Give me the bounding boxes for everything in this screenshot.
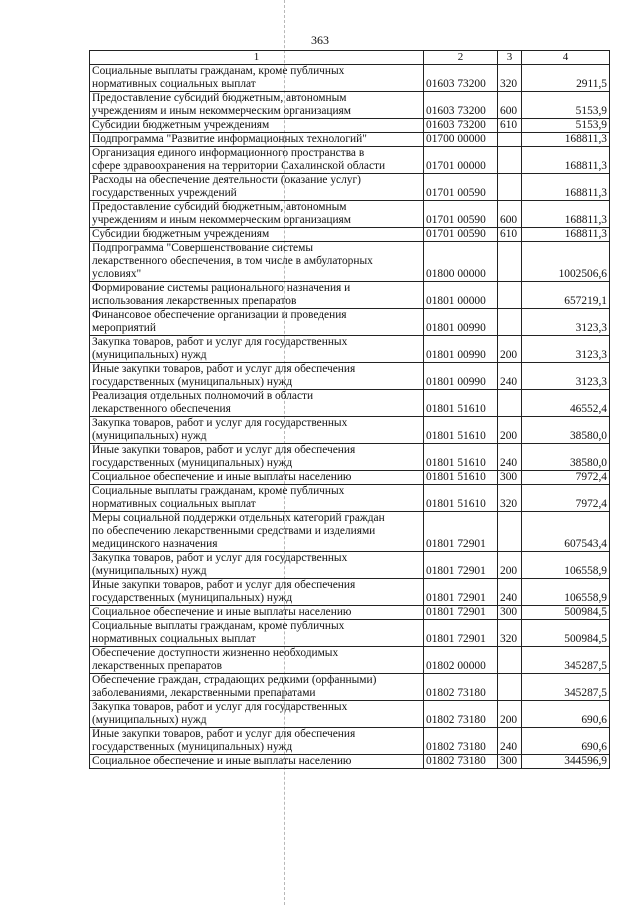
row-amount-cell: 345287,5	[522, 674, 610, 701]
row-amount-cell: 3123,3	[522, 336, 610, 363]
row-code-cell: 01801 51610	[424, 485, 498, 512]
row-amount-cell: 1002506,6	[522, 242, 610, 282]
row-expense-type-cell: 610	[498, 119, 522, 133]
row-name-cell: Социальные выплаты гражданам, кроме публичных нормативных социальных выплат	[90, 65, 424, 92]
row-expense-type-cell: 600	[498, 92, 522, 119]
row-expense-type-cell	[498, 133, 522, 147]
column-header-name: 1	[90, 51, 424, 65]
table-row	[90, 390, 610, 417]
row-amount-cell: 5153,9	[522, 92, 610, 119]
row-amount-cell: 690,6	[522, 728, 610, 755]
row-expense-type-cell: 200	[498, 701, 522, 728]
row-expense-type-cell: 240	[498, 363, 522, 390]
row-code-cell: 01801 72901	[424, 579, 498, 606]
table-row	[90, 363, 610, 390]
row-amount-cell: 345287,5	[522, 647, 610, 674]
row-expense-type-cell: 240	[498, 444, 522, 471]
table-row	[90, 242, 610, 282]
row-code-cell: 01801 00990	[424, 336, 498, 363]
row-expense-type-cell: 320	[498, 65, 522, 92]
row-code-cell: 01801 72901	[424, 552, 498, 579]
row-amount-cell: 38580,0	[522, 417, 610, 444]
column-header-amount: 4	[522, 51, 610, 65]
table-row	[90, 579, 610, 606]
row-amount-cell: 690,6	[522, 701, 610, 728]
row-name-cell: Иные закупки товаров, работ и услуг для обеспечения государственных (муниципальных) нужд	[90, 363, 424, 390]
row-expense-type-cell: 300	[498, 606, 522, 620]
row-name-cell: Социальные выплаты гражданам, кроме публичных нормативных социальных выплат	[90, 620, 424, 647]
table-row	[90, 674, 610, 701]
table-row	[90, 228, 610, 242]
table-row	[90, 65, 610, 92]
row-expense-type-cell: 320	[498, 485, 522, 512]
row-name-cell: Социальное обеспечение и иные выплаты населению	[90, 755, 424, 769]
row-amount-cell: 500984,5	[522, 606, 610, 620]
row-expense-type-cell	[498, 282, 522, 309]
row-amount-cell: 2911,5	[522, 65, 610, 92]
row-name-cell: Социальное обеспечение и иные выплаты населению	[90, 606, 424, 620]
row-code-cell: 01801 51610	[424, 390, 498, 417]
table-row	[90, 755, 610, 769]
row-code-cell: 01802 73180	[424, 701, 498, 728]
row-expense-type-cell: 240	[498, 728, 522, 755]
row-code-cell: 01801 72901	[424, 606, 498, 620]
row-amount-cell: 168811,3	[522, 228, 610, 242]
row-amount-cell: 168811,3	[522, 174, 610, 201]
row-expense-type-cell: 600	[498, 201, 522, 228]
table-row	[90, 647, 610, 674]
row-expense-type-cell: 200	[498, 336, 522, 363]
table-row	[90, 92, 610, 119]
row-code-cell: 01801 51610	[424, 444, 498, 471]
row-amount-cell: 3123,3	[522, 363, 610, 390]
row-amount-cell: 38580,0	[522, 444, 610, 471]
row-expense-type-cell: 200	[498, 552, 522, 579]
table-row	[90, 620, 610, 647]
row-expense-type-cell: 300	[498, 471, 522, 485]
table-row	[90, 309, 610, 336]
table-row	[90, 147, 610, 174]
row-code-cell: 01603 73200	[424, 92, 498, 119]
row-name-cell: Расходы на обеспечение деятельности (оказание услуг) государственных учреждений	[90, 174, 424, 201]
row-code-cell: 01701 00590	[424, 174, 498, 201]
row-code-cell: 01801 72901	[424, 620, 498, 647]
table-row	[90, 471, 610, 485]
row-code-cell: 01701 00000	[424, 147, 498, 174]
row-expense-type-cell: 320	[498, 620, 522, 647]
row-expense-type-cell: 200	[498, 417, 522, 444]
row-expense-type-cell: 240	[498, 579, 522, 606]
table-row	[90, 282, 610, 309]
row-code-cell: 01801 72901	[424, 512, 498, 552]
row-code-cell: 01701 00590	[424, 201, 498, 228]
row-amount-cell: 106558,9	[522, 579, 610, 606]
page-number: 363	[311, 33, 329, 47]
row-amount-cell: 3123,3	[522, 309, 610, 336]
row-code-cell: 01801 00000	[424, 282, 498, 309]
table-row	[90, 417, 610, 444]
row-name-cell: Закупка товаров, работ и услуг для государственных (муниципальных) нужд	[90, 417, 424, 444]
row-name-cell: Закупка товаров, работ и услуг для государственных (муниципальных) нужд	[90, 552, 424, 579]
table-row	[90, 336, 610, 363]
row-name-cell: Обеспечение граждан, страдающих редкими (орфанными) заболеваниями, лекарственными препаратами	[90, 674, 424, 701]
row-amount-cell: 7972,4	[522, 471, 610, 485]
row-code-cell: 01603 73200	[424, 65, 498, 92]
column-header-expense-type: 3	[498, 51, 522, 65]
row-amount-cell: 607543,4	[522, 512, 610, 552]
column-header-code: 2	[424, 51, 498, 65]
row-name-cell: Подпрограмма "Развитие информационных технологий"	[90, 133, 424, 147]
row-expense-type-cell	[498, 647, 522, 674]
row-code-cell: 01603 73200	[424, 119, 498, 133]
row-name-cell: Предоставление субсидий бюджетным, автономным учреждениям и иным некоммерческим организациям	[90, 201, 424, 228]
row-code-cell: 01800 00000	[424, 242, 498, 282]
row-name-cell: Организация единого информационного пространства в сфере здравоохранения на территории Сахалинской области	[90, 147, 424, 174]
row-code-cell: 01802 73180	[424, 755, 498, 769]
row-code-cell: 01701 00590	[424, 228, 498, 242]
row-code-cell: 01802 73180	[424, 728, 498, 755]
row-code-cell: 01802 73180	[424, 674, 498, 701]
table-row	[90, 174, 610, 201]
row-expense-type-cell	[498, 147, 522, 174]
row-amount-cell: 7972,4	[522, 485, 610, 512]
row-code-cell: 01802 00000	[424, 647, 498, 674]
row-name-cell: Предоставление субсидий бюджетным, автономным учреждениям и иным некоммерческим организациям	[90, 92, 424, 119]
row-expense-type-cell: 610	[498, 228, 522, 242]
row-expense-type-cell: 300	[498, 755, 522, 769]
row-name-cell: Иные закупки товаров, работ и услуг для обеспечения государственных (муниципальных) нужд	[90, 728, 424, 755]
row-amount-cell: 168811,3	[522, 133, 610, 147]
row-code-cell: 01801 51610	[424, 471, 498, 485]
row-expense-type-cell	[498, 512, 522, 552]
row-name-cell: Формирование системы рационального назначения и использования лекарственных препаратов	[90, 282, 424, 309]
table-row	[90, 701, 610, 728]
row-name-cell: Субсидии бюджетным учреждениям	[90, 228, 424, 242]
table-row	[90, 119, 610, 133]
row-name-cell: Иные закупки товаров, работ и услуг для обеспечения государственных (муниципальных) нужд	[90, 444, 424, 471]
table-row	[90, 728, 610, 755]
budget-table	[89, 50, 610, 769]
table-row	[90, 552, 610, 579]
row-name-cell: Социальное обеспечение и иные выплаты населению	[90, 471, 424, 485]
table-row	[90, 606, 610, 620]
row-name-cell: Реализация отдельных полномочий в области лекарственного обеспечения	[90, 390, 424, 417]
row-expense-type-cell	[498, 674, 522, 701]
row-amount-cell: 5153,9	[522, 119, 610, 133]
row-name-cell: Финансовое обеспечение организации и проведения мероприятий	[90, 309, 424, 336]
row-amount-cell: 500984,5	[522, 620, 610, 647]
row-name-cell: Обеспечение доступности жизненно необходимых лекарственных препаратов	[90, 647, 424, 674]
row-amount-cell: 168811,3	[522, 201, 610, 228]
row-expense-type-cell	[498, 174, 522, 201]
budget-table-body	[90, 51, 610, 769]
table-row	[90, 512, 610, 552]
row-code-cell: 01801 51610	[424, 417, 498, 444]
row-name-cell: Закупка товаров, работ и услуг для государственных (муниципальных) нужд	[90, 701, 424, 728]
row-name-cell: Субсидии бюджетным учреждениям	[90, 119, 424, 133]
row-amount-cell: 168811,3	[522, 147, 610, 174]
row-amount-cell: 46552,4	[522, 390, 610, 417]
row-name-cell: Меры социальной поддержки отдельных категорий граждан по обеспечению лекарственными средствами и изделиями медицинского назначения	[90, 512, 424, 552]
row-code-cell: 01801 00990	[424, 309, 498, 336]
row-name-cell: Подпрограмма "Совершенствование системы лекарственного обеспечения, в том числе в амбулаторных условиях"	[90, 242, 424, 282]
row-amount-cell: 106558,9	[522, 552, 610, 579]
row-name-cell: Социальные выплаты гражданам, кроме публичных нормативных социальных выплат	[90, 485, 424, 512]
row-code-cell: 01801 00990	[424, 363, 498, 390]
table-row	[90, 444, 610, 471]
row-code-cell: 01700 00000	[424, 133, 498, 147]
table-row	[90, 133, 610, 147]
table-header-row	[90, 51, 610, 65]
row-amount-cell: 344596,9	[522, 755, 610, 769]
row-name-cell: Закупка товаров, работ и услуг для государственных (муниципальных) нужд	[90, 336, 424, 363]
row-name-cell: Иные закупки товаров, работ и услуг для обеспечения государственных (муниципальных) нужд	[90, 579, 424, 606]
row-expense-type-cell	[498, 242, 522, 282]
row-expense-type-cell	[498, 390, 522, 417]
row-expense-type-cell	[498, 309, 522, 336]
row-amount-cell: 657219,1	[522, 282, 610, 309]
table-row	[90, 485, 610, 512]
table-row	[90, 201, 610, 228]
